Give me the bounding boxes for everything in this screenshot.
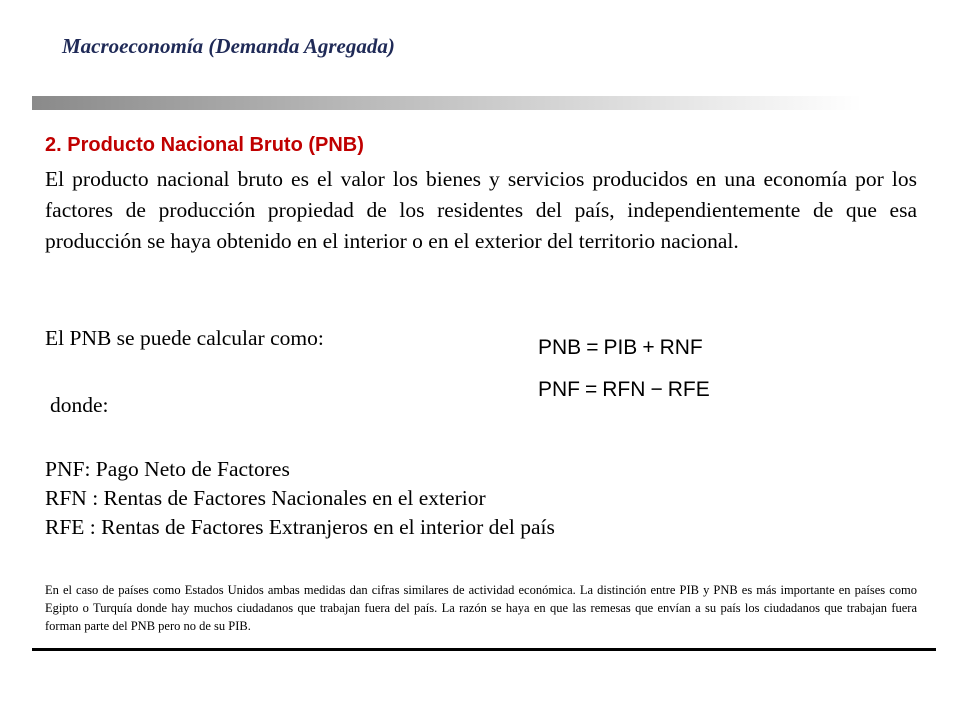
pnb-definition-paragraph: El producto nacional bruto es el valor los bienes y servicios producidos en una economía por los factores de producción propiedad de los residentes del país, independientemente de que esa producción se haya obtenido en el interior o en el exterior del territorio nacional.	[45, 167, 917, 253]
bottom-divider	[32, 648, 936, 651]
slide-header-title: Macroeconomía (Demanda Agregada)	[62, 34, 395, 58]
footnote-paragraph: En el caso de países como Estados Unidos ambas medidas dan cifras similares de actividad económica. La distinción entre PIB y PNB es más importante en países como Egipto o Turquía donde hay muchos ciudadanos que trabajan fuera del país. La razón se haya en que las remesas que envían a su país los ciudadanos que trabajan fuera forman parte del PNB pero no de su PIB.	[45, 583, 917, 633]
formula-pnf-term-a: RFN	[602, 378, 646, 401]
donde-text: donde:	[50, 393, 109, 417]
formula-pnf-term-b: RFE	[667, 378, 710, 401]
formula-pnf	[538, 378, 710, 402]
definitions-list	[45, 455, 555, 542]
formula-pnb-term-a: PIB	[603, 336, 638, 359]
definition-rfe: RFE : Rentas de Factores Extranjeros en el interior del país	[45, 515, 555, 539]
section-heading: 2. Producto Nacional Bruto (PNB)	[45, 134, 364, 156]
header-gradient-bar	[32, 96, 862, 110]
formula-pnb-equals: =	[586, 336, 599, 359]
formula-pnb-term-b: RNF	[659, 336, 703, 359]
formula-pnf-equals: =	[585, 378, 598, 401]
calc-intro-text: El PNB se puede calcular como:	[45, 326, 324, 350]
definition-pnf: PNF: Pago Neto de Factores	[45, 457, 290, 481]
formula-pnf-operator: −	[650, 378, 663, 401]
formula-pnb	[538, 336, 703, 360]
formula-pnb-lhs: PNB	[538, 336, 582, 359]
definition-rfn: RFN : Rentas de Factores Nacionales en el exterior	[45, 486, 486, 510]
formula-pnf-lhs: PNF	[538, 378, 580, 401]
formula-pnb-operator: +	[642, 336, 655, 359]
